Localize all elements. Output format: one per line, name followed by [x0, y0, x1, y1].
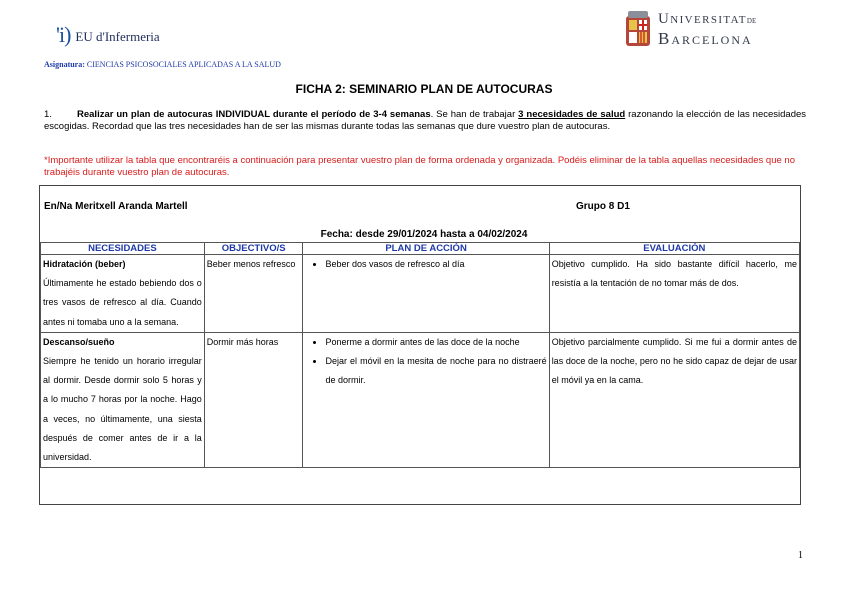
- student-name: En/Na Meritxell Aranda Martell: [44, 201, 188, 212]
- table-header-row: [41, 243, 800, 255]
- ub-seal-icon: [625, 10, 651, 48]
- instruction-number: 1.: [44, 109, 52, 120]
- action-cell: [303, 255, 549, 333]
- need-title: Descanso/sueño: [43, 336, 115, 347]
- need-text: Últimamente he estado bebiendo dos o tres vasos de refresco al día. Cuando antes ni tomaba uno a la semana.: [43, 278, 202, 327]
- need-cell: [41, 255, 205, 333]
- action-item: • Ponerme a dormir antes de las doce de la noche: [325, 333, 546, 352]
- date-range: Fecha: desde 29/01/2024 hasta a 04/02/2024: [320, 229, 528, 240]
- eu-logo-name: EU d'Infermeria: [75, 29, 160, 44]
- universitat-barcelona-logo: [625, 10, 756, 48]
- objective-cell: Beber menos refresco: [204, 255, 303, 333]
- instruction-part3: razonando la elección de las necesidades escogidas. Recordad que las tres necesidades han de ser las mismas durante todas las semanas que dure vuestro plan de autocuras.: [44, 109, 807, 132]
- header-objectives: OBJECTIVO/S: [204, 243, 303, 255]
- instruction-bold: Realizar un plan de autocuras INDIVIDUAL durante el período de 3-4 semanas: [77, 109, 431, 120]
- instruction-part2: . Se han de trabajar: [430, 109, 519, 120]
- eu-infermeria-logo: [56, 22, 160, 48]
- self-care-plan-table: [40, 242, 800, 468]
- ub-line1: Universitat: [658, 11, 747, 27]
- header-needs: NECESIDADES: [41, 243, 205, 255]
- instruction-paragraph: [44, 109, 806, 132]
- table-row: [41, 332, 800, 467]
- instruction-underlined: 3 necesidades de salud: [518, 109, 626, 120]
- student-group: Grupo 8 D1: [576, 201, 630, 212]
- header-action-plan: PLAN DE ACCIÓN: [303, 243, 549, 255]
- table-row: [41, 255, 800, 333]
- evaluation-cell: Objetivo parcialmente cumplido. Si me fui a dormir antes de las doce de la noche, pero no he sido capaz de dejar de usar el móvil ya en la cama.: [549, 332, 799, 467]
- document-title: FICHA 2: SEMINARIO PLAN DE AUTOCURAS: [295, 82, 553, 96]
- ub-line2: Barcelona: [658, 29, 753, 48]
- eu-logo-mark: 'i): [56, 22, 71, 47]
- subject-label: Asignatura:: [44, 60, 85, 69]
- need-title: Hidratación (beber): [43, 259, 126, 269]
- header-evaluation: EVALUACIÓN: [549, 243, 799, 255]
- need-text: Siempre he tenido un horario irregular al dormir. Desde dormir solo 5 horas y a lo mucho 7 horas por la noche. Hago a veces, no últimamente, una siesta después de comer antes de ir a la universidad.: [43, 356, 202, 463]
- important-note: *Importante utilizar la tabla que encontraréis a continuación para presentar vuestro plan de forma ordenada y organizada. Podéis eliminar de la tabla aquellas necesidades que no trabajéis durante vuestro plan de autocuras.: [44, 155, 795, 178]
- page-number: 1: [798, 550, 803, 561]
- evaluation-cell: Objetivo cumplido. Ha sido bastante difícil hacerlo, me resistía a la tentación de no tomar más de dos.: [549, 255, 799, 333]
- need-cell: [41, 332, 205, 467]
- action-cell: [303, 332, 549, 467]
- ub-line1-suffix: DE: [746, 17, 757, 25]
- action-item: • Beber dos vasos de refresco al día: [325, 255, 546, 274]
- subject-value: CIENCIAS PSICOSOCIALES APLICADAS A LA SALUD: [86, 60, 281, 69]
- objective-cell: Dormir más horas: [204, 332, 303, 467]
- action-item: • Dejar el móvil en la mesita de noche para no distraeré de dormir.: [325, 352, 546, 390]
- subject-line: [44, 60, 281, 69]
